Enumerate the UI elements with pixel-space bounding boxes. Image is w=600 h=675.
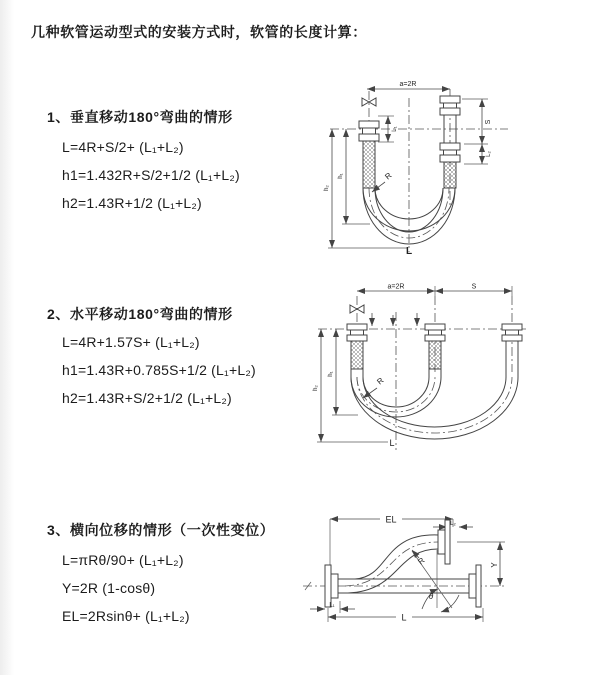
l-dimension <box>328 608 483 623</box>
radius-label: R <box>383 170 394 182</box>
dim-label-h1: h₁ <box>328 371 334 377</box>
section-2-formulas <box>62 328 256 412</box>
valve-icon <box>350 305 364 313</box>
dim-label-h1: h₁ <box>338 173 344 179</box>
section-1-heading: 1、垂直移动180°弯曲的情形 <box>47 109 233 125</box>
formula-y: Y=2R (1-cosθ) <box>62 580 156 596</box>
dim-label-a2r: a=2R <box>387 283 405 291</box>
formula-h2: h2=1.43R+1/2 (L₁+L₂) <box>62 195 202 211</box>
section-3-heading: 3、横向位移的情形（一次性变位） <box>47 522 275 538</box>
braided-hose-section <box>429 341 441 369</box>
formula-h1: h1=1.43R+0.785S+1/2 (L₁+L₂) <box>62 362 256 378</box>
braided-hose-section <box>363 141 375 188</box>
formula-h2: h2=1.43R+S/2+1/2 (L₁+L₂) <box>62 390 232 406</box>
diagram-horizontal-180-bend <box>308 282 600 457</box>
dim-label-h2: h₂ <box>324 185 330 191</box>
s-dimension <box>462 99 492 144</box>
curved-hose-displaced-position <box>345 520 450 593</box>
dim-label-a2r: a=2R <box>399 81 417 88</box>
el-dimension <box>330 515 453 568</box>
formula-length: L=4R+S/2+ (L₁+L₂) <box>62 139 184 155</box>
formula-el: EL=2Rsinθ+ (L₁+L₂) <box>62 608 190 624</box>
centerlines <box>318 296 526 450</box>
page-title: 几种软管运动型式的安装方式时，软管的长度计算： <box>31 24 367 40</box>
centerlines <box>330 89 508 252</box>
braided-hose-section <box>444 162 456 188</box>
angle-label: θ <box>428 592 434 601</box>
section-1-formulas <box>62 133 240 217</box>
l2-dimension <box>464 144 492 164</box>
left-flange <box>325 565 338 607</box>
left-leg-fitting <box>359 121 379 188</box>
section-2-heading: 2、水平移动180°弯曲的情形 <box>47 306 233 322</box>
radius-label: R <box>416 555 427 567</box>
dim-label-l1: L₁ <box>392 126 398 132</box>
left-leg-fitting <box>347 324 367 377</box>
dim-label-l2: L₂ <box>450 521 456 527</box>
u-bend-hose-displaced <box>351 377 518 439</box>
dim-label-s: S <box>471 283 477 291</box>
top-width-dimension <box>357 284 512 297</box>
dim-label-l2: L₂ <box>486 151 492 157</box>
formula-h1: h1=1.432R+S/2+1/2 (L₁+L₂) <box>62 167 240 183</box>
middle-leg-fitting <box>425 324 445 377</box>
braided-hose-section <box>351 341 363 369</box>
l1-dimension <box>310 601 355 613</box>
section-3-formulas <box>62 546 190 630</box>
radius-label: R <box>375 375 386 387</box>
movement-arrows <box>372 313 417 326</box>
length-label: L <box>405 246 413 257</box>
dim-label-h2: h₂ <box>313 385 319 391</box>
dim-label-l1: L₁ <box>329 602 335 609</box>
diagram-lateral-displacement <box>300 505 600 670</box>
formula-length: L=πRθ/90+ (L₁+L₂) <box>62 552 184 568</box>
diagram-vertical-180-bend <box>312 76 596 256</box>
dim-label-el: EL <box>385 514 397 525</box>
dim-label-s: S <box>485 119 492 125</box>
dim-label-l: L <box>401 612 407 623</box>
length-label: L <box>389 438 395 448</box>
dim-label-y: Y <box>490 562 499 568</box>
top-width-dimension <box>367 81 450 89</box>
radius-callout <box>363 376 386 398</box>
formula-length: L=4R+1.57S+ (L₁+L₂) <box>62 334 200 350</box>
l2-dimension <box>433 521 473 527</box>
